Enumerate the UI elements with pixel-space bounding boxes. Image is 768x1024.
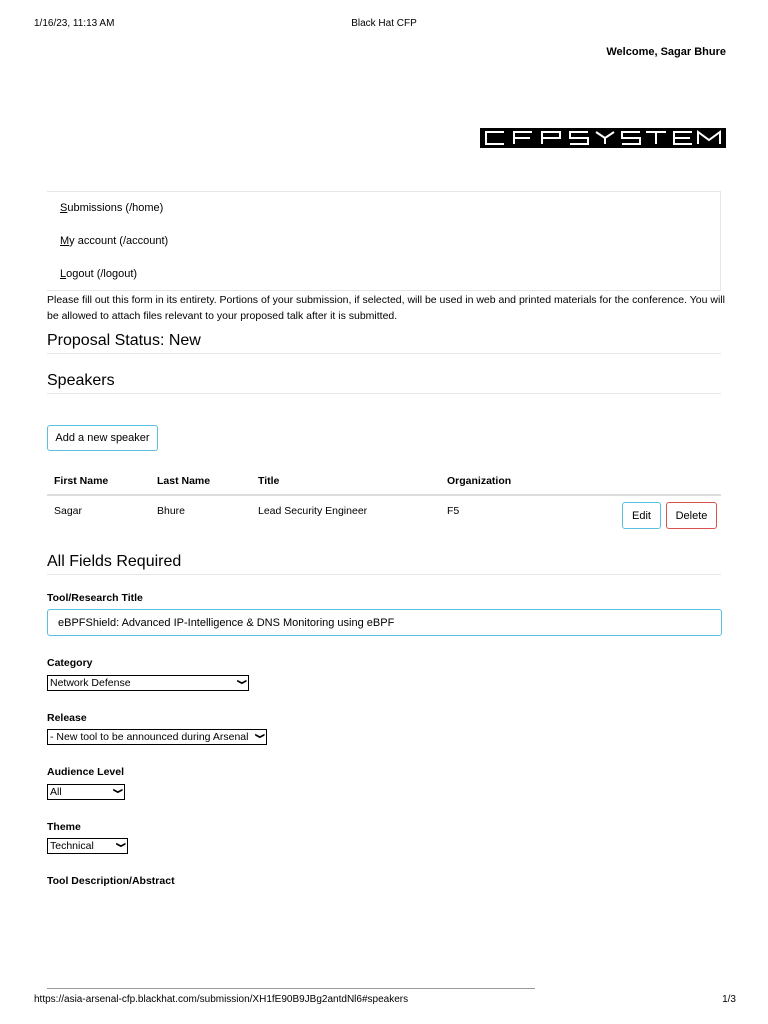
col-last-name: Last Name [157, 475, 211, 487]
speaker-organization: F5 [447, 505, 460, 517]
audience-select[interactable] [47, 784, 125, 800]
nav-submissions[interactable] [60, 202, 163, 214]
category-select[interactable] [47, 675, 249, 691]
speakers-heading: Speakers [47, 372, 115, 389]
nav-label: ubmissions (/home) [67, 202, 164, 214]
welcome-message: Welcome, Sagar Bhure [606, 46, 726, 58]
nav-label: y account (/account) [69, 235, 169, 247]
col-organization: Organization [447, 475, 512, 487]
chevron-down-icon: ❯ [116, 841, 127, 848]
page-number: 1/3 [722, 994, 736, 1005]
theme-select[interactable] [47, 838, 128, 854]
chevron-down-icon: ❯ [255, 732, 266, 739]
form-heading: All Fields Required [47, 553, 182, 570]
cfp-system-logo [480, 128, 726, 148]
category-value: Network Defense [50, 677, 131, 689]
release-value: - New tool to be announced during Arsenal [50, 731, 249, 743]
intro-text: Please fill out this form in its entirety. Portions of your submission, if selected, will be used in web and printed materials for the conference. You will be allowed to attach files relevant to your proposed talk after it is submitted. [47, 294, 725, 322]
nav-logout[interactable] [60, 268, 137, 280]
theme-value: Technical [50, 840, 94, 852]
nav-accel: L [60, 268, 67, 280]
speaker-first-name: Sagar [54, 505, 83, 517]
divider [47, 353, 721, 354]
title-label: Tool/Research Title [47, 592, 143, 604]
chevron-down-icon: ❯ [237, 678, 248, 685]
edit-speaker-button[interactable]: Edit [622, 502, 661, 529]
nav-accel: M [60, 235, 70, 247]
print-url: https://asia-arsenal-cfp.blackhat.com/submission/XH1fE90B9JBg2antdNl6#speakers [34, 994, 409, 1005]
col-first-name: First Name [54, 475, 109, 487]
table-header-rule [47, 494, 721, 496]
nav-my-account[interactable] [60, 235, 168, 247]
delete-speaker-button[interactable]: Delete [666, 502, 717, 529]
add-speaker-button[interactable]: Add a new speaker [47, 425, 158, 451]
footer-rule [47, 988, 535, 989]
main-nav [47, 191, 721, 291]
print-doc-title: Black Hat CFP [351, 18, 417, 29]
nav-accel: S [60, 202, 68, 214]
print-datetime: 1/16/23, 11:13 AM [34, 18, 115, 29]
divider [47, 393, 721, 394]
col-title: Title [258, 475, 280, 487]
description-label: Tool Description/Abstract [47, 875, 175, 887]
speaker-title: Lead Security Engineer [258, 505, 368, 517]
release-select[interactable] [47, 729, 267, 745]
chevron-down-icon: ❯ [113, 787, 124, 794]
theme-label: Theme [47, 821, 81, 833]
divider [47, 574, 721, 575]
category-label: Category [47, 657, 93, 669]
speaker-last-name: Bhure [157, 505, 186, 517]
audience-value: All [50, 786, 62, 798]
title-input[interactable] [47, 609, 722, 636]
proposal-status: Proposal Status: New [47, 332, 201, 349]
nav-label: ogout (/logout) [66, 268, 138, 280]
audience-label: Audience Level [47, 766, 125, 778]
release-label: Release [47, 712, 87, 724]
